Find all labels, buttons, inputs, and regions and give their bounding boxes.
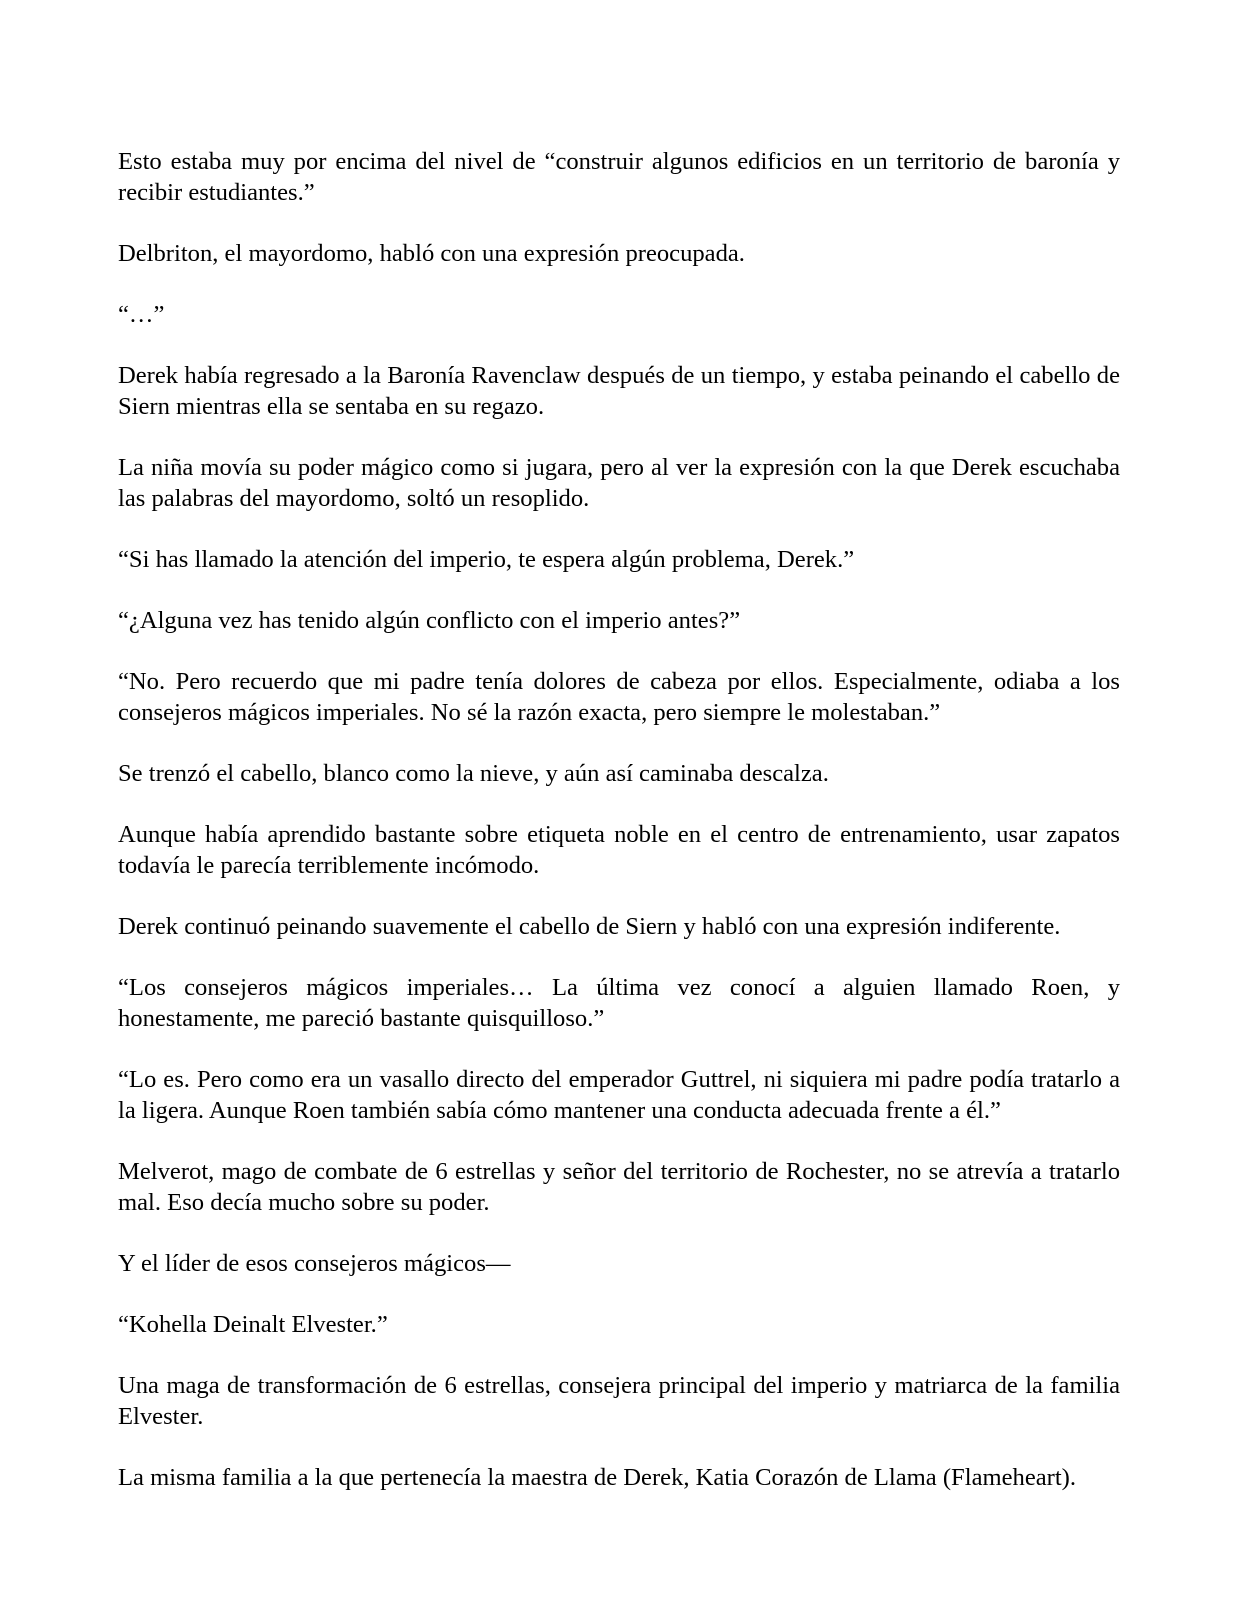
paragraph-10: Aunque había aprendido bastante sobre etiqueta noble en el centro de entrenamiento, usar zapatos todavía le parecía terriblemente incómodo.: [118, 821, 1120, 879]
paragraph-15: Y el líder de esos consejeros mágicos—: [118, 1250, 511, 1277]
paragraph-11: Derek continuó peinando suavemente el cabello de Siern y habló con una expresión indiferente.: [118, 913, 1061, 940]
paragraph-9: Se trenzó el cabello, blanco como la nieve, y aún así caminaba descalza.: [118, 760, 829, 787]
paragraph-17: Una maga de transformación de 6 estrellas, consejera principal del imperio y matriarca de la familia Elvester.: [118, 1372, 1120, 1430]
document-page: [118, 146, 1120, 1523]
paragraph-4: Derek había regresado a la Baronía Ravenclaw después de un tiempo, y estaba peinando el cabello de Siern mientras ella se sentaba en su regazo.: [118, 362, 1120, 420]
paragraph-6: “Si has llamado la atención del imperio, te espera algún problema, Derek.”: [118, 546, 855, 573]
paragraph-18: La misma familia a la que pertenecía la maestra de Derek, Katia Corazón de Llama (Flameheart).: [118, 1464, 1077, 1491]
paragraph-7: “¿Alguna vez has tenido algún conflicto con el imperio antes?”: [118, 607, 741, 634]
paragraph-13: “Lo es. Pero como era un vasallo directo del emperador Guttrel, ni siquiera mi padre podía tratarlo a la ligera. Aunque Roen también sabía cómo mantener una conducta adecuada frente a él.”: [118, 1066, 1120, 1124]
paragraph-8: “No. Pero recuerdo que mi padre tenía dolores de cabeza por ellos. Especialmente, odiaba a los consejeros mágicos imperiales. No sé la razón exacta, pero siempre le molestaban.”: [118, 668, 1120, 726]
paragraph-2: Delbriton, el mayordomo, habló con una expresión preocupada.: [118, 240, 745, 267]
paragraph-12: “Los consejeros mágicos imperiales… La última vez conocí a alguien llamado Roen, y honestamente, me pareció bastante quisquilloso.”: [118, 974, 1120, 1032]
paragraph-14: Melverot, mago de combate de 6 estrellas y señor del territorio de Rochester, no se atrevía a tratarlo mal. Eso decía mucho sobre su poder.: [118, 1158, 1120, 1216]
paragraph-5: La niña movía su poder mágico como si jugara, pero al ver la expresión con la que Derek escuchaba las palabras del mayordomo, soltó un resoplido.: [118, 454, 1120, 512]
paragraph-16: “Kohella Deinalt Elvester.”: [118, 1311, 388, 1338]
paragraph-3: “…”: [118, 301, 165, 328]
paragraph-1: Esto estaba muy por encima del nivel de “construir algunos edificios en un territorio de baronía y recibir estudiantes.”: [118, 148, 1120, 206]
